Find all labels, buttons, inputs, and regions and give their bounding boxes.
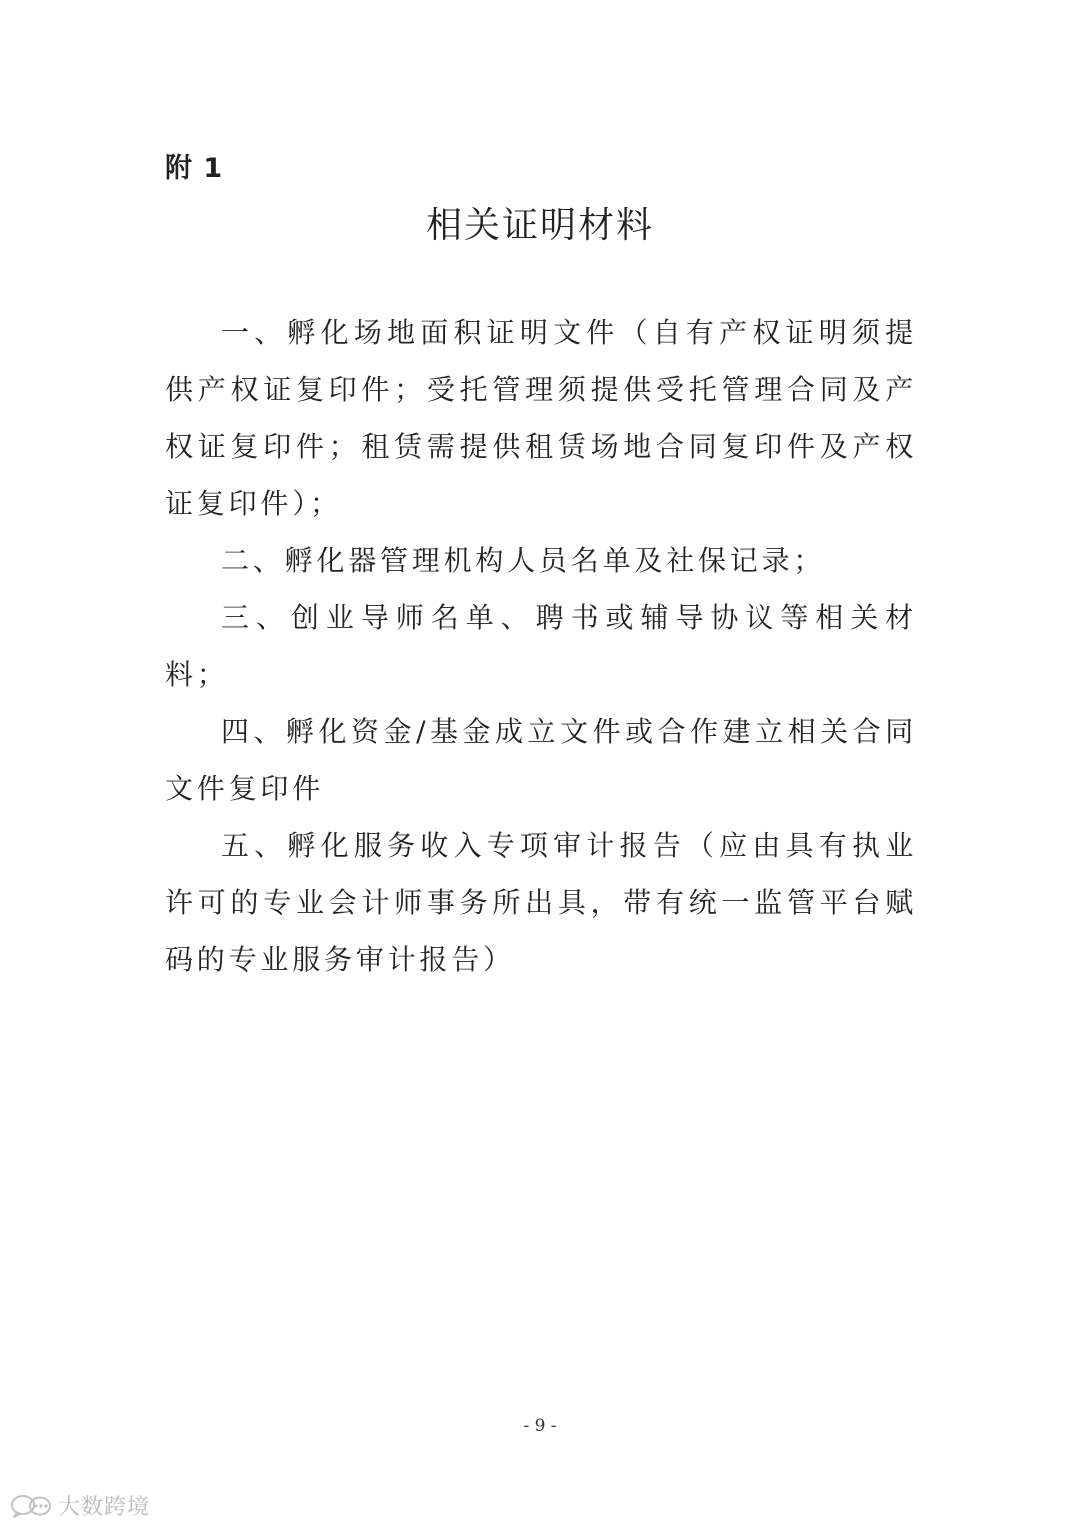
paragraph-item-5: 五、孵化服务收入专项审计报告（应由具有执业许可的专业会计师事务所出具，带有统一监管平台赋码的专业服务审计报告） — [165, 829, 917, 976]
page-number: - 9 - — [523, 1416, 557, 1436]
paragraph-item-4: 四、孵化资金/基金成立文件或合作建立相关合同文件复印件 — [165, 715, 917, 805]
paragraph-item-3: 三、创业导师名单、聘书或辅导协议等相关材料； — [165, 601, 917, 691]
paragraph-item-2: 二、孵化器管理机构人员名单及社保记录； — [221, 544, 826, 577]
chat-bubbles-logo-icon — [10, 1493, 54, 1519]
document-title: 相关证明材料 — [425, 205, 654, 246]
paragraph-item-1: 一、孵化场地面积证明文件（自有产权证明须提供产权证复印件；受托管理须提供受托管理合同及产权证复印件；租赁需提供租赁场地合同复印件及产权证复印件）； — [165, 316, 917, 520]
watermark — [10, 1490, 150, 1521]
attachment-label: 附 1 — [165, 153, 224, 184]
watermark-text: 大数跨境 — [58, 1495, 151, 1520]
document-body — [165, 304, 917, 988]
